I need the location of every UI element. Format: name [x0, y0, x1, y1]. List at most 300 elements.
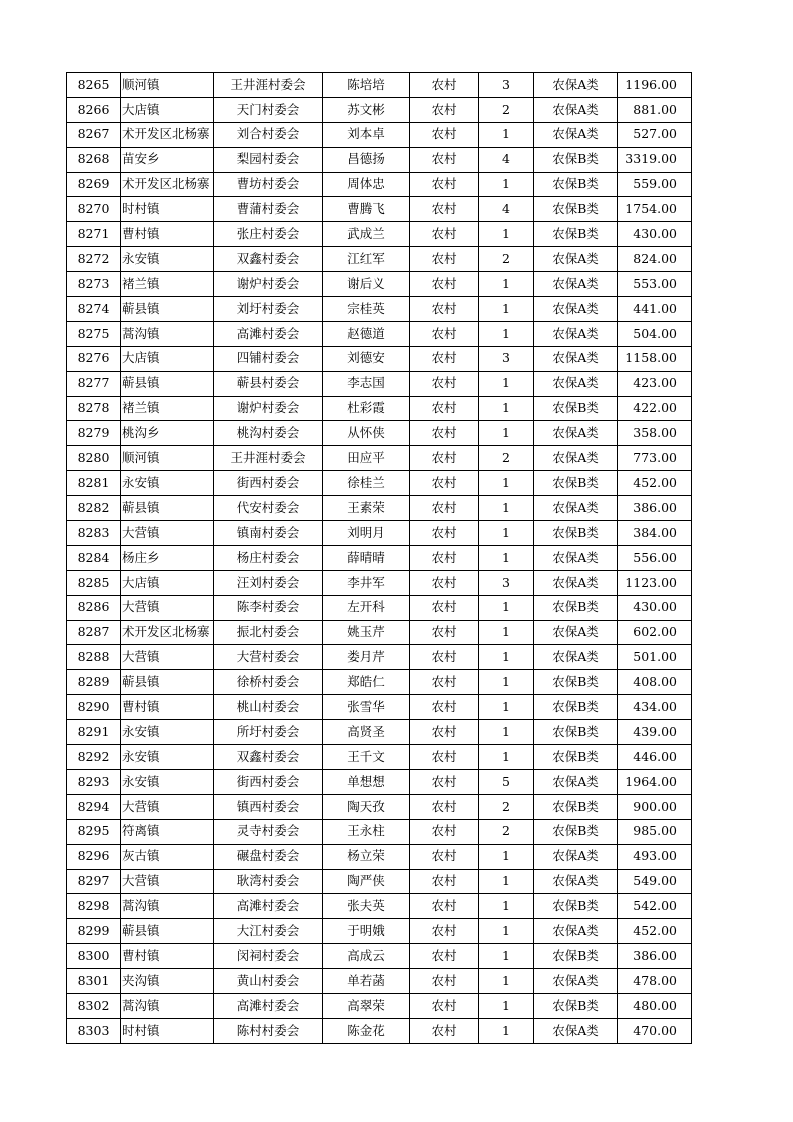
table-row	[67, 844, 692, 869]
household-count-cell: 1	[479, 496, 534, 521]
record-number-cell: 8278	[67, 396, 121, 421]
area-type-cell: 农村	[410, 321, 479, 346]
area-type-cell: 农村	[410, 371, 479, 396]
person-name-cell: 昌德扬	[323, 147, 410, 172]
person-name-cell: 左开科	[323, 595, 410, 620]
area-type-cell: 农村	[410, 297, 479, 322]
village-committee-cell: 梨园村委会	[214, 147, 323, 172]
person-name-cell: 姚玉芹	[323, 620, 410, 645]
person-name-cell: 武成兰	[323, 222, 410, 247]
record-number-cell: 8293	[67, 769, 121, 794]
person-name-cell: 于明娥	[323, 919, 410, 944]
insurance-category-cell: 农保A类	[534, 122, 618, 147]
table-row	[67, 545, 692, 570]
household-count-cell: 1	[479, 720, 534, 745]
insurance-category-cell: 农保A类	[534, 645, 618, 670]
amount-cell: 1123.00	[618, 570, 692, 595]
record-number-cell: 8269	[67, 172, 121, 197]
person-name-cell: 刘本卓	[323, 122, 410, 147]
person-name-cell: 周体忠	[323, 172, 410, 197]
insurance-category-cell: 农保A类	[534, 321, 618, 346]
table-row	[67, 421, 692, 446]
area-type-cell: 农村	[410, 794, 479, 819]
village-committee-cell: 刘合村委会	[214, 122, 323, 147]
village-committee-cell: 王井涯村委会	[214, 73, 323, 98]
area-type-cell: 农村	[410, 745, 479, 770]
record-number-cell: 8265	[67, 73, 121, 98]
amount-cell: 386.00	[618, 944, 692, 969]
record-number-cell: 8273	[67, 272, 121, 297]
township-cell: 大营镇	[121, 869, 214, 894]
household-count-cell: 3	[479, 346, 534, 371]
amount-cell: 559.00	[618, 172, 692, 197]
amount-cell: 422.00	[618, 396, 692, 421]
table-row	[67, 122, 692, 147]
township-cell: 夹沟镇	[121, 969, 214, 994]
township-cell: 蕲县镇	[121, 496, 214, 521]
record-number-cell: 8283	[67, 521, 121, 546]
table-row	[67, 247, 692, 272]
village-committee-cell: 汪刘村委会	[214, 570, 323, 595]
household-count-cell: 1	[479, 371, 534, 396]
insurance-category-cell: 农保A类	[534, 545, 618, 570]
township-cell: 术开发区北杨寨	[121, 620, 214, 645]
amount-cell: 446.00	[618, 745, 692, 770]
township-cell: 曹村镇	[121, 695, 214, 720]
township-cell: 大营镇	[121, 595, 214, 620]
township-cell: 蕲县镇	[121, 371, 214, 396]
township-cell: 蒿沟镇	[121, 894, 214, 919]
area-type-cell: 农村	[410, 769, 479, 794]
township-cell: 永安镇	[121, 247, 214, 272]
township-cell: 符离镇	[121, 819, 214, 844]
insurance-category-cell: 农保B类	[534, 894, 618, 919]
area-type-cell: 农村	[410, 272, 479, 297]
table-row	[67, 769, 692, 794]
record-number-cell: 8301	[67, 969, 121, 994]
area-type-cell: 农村	[410, 844, 479, 869]
household-count-cell: 1	[479, 471, 534, 496]
area-type-cell: 农村	[410, 545, 479, 570]
insurance-category-cell: 农保B类	[534, 197, 618, 222]
insurance-category-cell: 农保A类	[534, 969, 618, 994]
amount-cell: 1158.00	[618, 346, 692, 371]
area-type-cell: 农村	[410, 670, 479, 695]
village-committee-cell: 大江村委会	[214, 919, 323, 944]
amount-cell: 3319.00	[618, 147, 692, 172]
insurance-category-cell: 农保A类	[534, 1018, 618, 1043]
area-type-cell: 农村	[410, 197, 479, 222]
village-committee-cell: 双鑫村委会	[214, 745, 323, 770]
insurance-category-cell: 农保B类	[534, 595, 618, 620]
amount-cell: 824.00	[618, 247, 692, 272]
household-count-cell: 1	[479, 944, 534, 969]
table-row	[67, 620, 692, 645]
household-count-cell: 1	[479, 645, 534, 670]
township-cell: 时村镇	[121, 1018, 214, 1043]
amount-cell: 773.00	[618, 446, 692, 471]
table-row	[67, 496, 692, 521]
record-number-cell: 8267	[67, 122, 121, 147]
village-committee-cell: 徐桥村委会	[214, 670, 323, 695]
household-count-cell: 2	[479, 97, 534, 122]
area-type-cell: 农村	[410, 73, 479, 98]
person-name-cell: 高翠荣	[323, 993, 410, 1018]
household-count-cell: 1	[479, 222, 534, 247]
record-number-cell: 8271	[67, 222, 121, 247]
township-cell: 时村镇	[121, 197, 214, 222]
household-count-cell: 1	[479, 969, 534, 994]
person-name-cell: 郑皓仁	[323, 670, 410, 695]
records-table-body	[67, 73, 692, 1044]
amount-cell: 542.00	[618, 894, 692, 919]
household-count-cell: 1	[479, 745, 534, 770]
person-name-cell: 赵德道	[323, 321, 410, 346]
insurance-category-cell: 农保B类	[534, 794, 618, 819]
amount-cell: 1196.00	[618, 73, 692, 98]
person-name-cell: 曹腾飞	[323, 197, 410, 222]
household-count-cell: 1	[479, 396, 534, 421]
table-row	[67, 645, 692, 670]
township-cell: 术开发区北杨寨	[121, 122, 214, 147]
record-number-cell: 8296	[67, 844, 121, 869]
insurance-category-cell: 农保A类	[534, 869, 618, 894]
township-cell: 褚兰镇	[121, 272, 214, 297]
record-number-cell: 8272	[67, 247, 121, 272]
village-committee-cell: 张庄村委会	[214, 222, 323, 247]
person-name-cell: 单想想	[323, 769, 410, 794]
village-committee-cell: 桃山村委会	[214, 695, 323, 720]
household-count-cell: 1	[479, 695, 534, 720]
area-type-cell: 农村	[410, 993, 479, 1018]
table-row	[67, 919, 692, 944]
village-committee-cell: 镇西村委会	[214, 794, 323, 819]
household-count-cell: 1	[479, 894, 534, 919]
household-count-cell: 1	[479, 122, 534, 147]
record-number-cell: 8290	[67, 695, 121, 720]
village-committee-cell: 王井涯村委会	[214, 446, 323, 471]
person-name-cell: 陈培培	[323, 73, 410, 98]
household-count-cell: 4	[479, 147, 534, 172]
village-committee-cell: 闵祠村委会	[214, 944, 323, 969]
table-row	[67, 894, 692, 919]
township-cell: 苗安乡	[121, 147, 214, 172]
record-number-cell: 8280	[67, 446, 121, 471]
insurance-category-cell: 农保A类	[534, 844, 618, 869]
amount-cell: 602.00	[618, 620, 692, 645]
amount-cell: 358.00	[618, 421, 692, 446]
area-type-cell: 农村	[410, 720, 479, 745]
table-row	[67, 197, 692, 222]
person-name-cell: 杨立荣	[323, 844, 410, 869]
township-cell: 顺河镇	[121, 446, 214, 471]
township-cell: 蒿沟镇	[121, 321, 214, 346]
area-type-cell: 农村	[410, 894, 479, 919]
table-row	[67, 371, 692, 396]
insurance-category-cell: 农保B类	[534, 147, 618, 172]
table-row	[67, 222, 692, 247]
insurance-category-cell: 农保A类	[534, 919, 618, 944]
record-number-cell: 8297	[67, 869, 121, 894]
insurance-category-cell: 农保B类	[534, 819, 618, 844]
township-cell: 顺河镇	[121, 73, 214, 98]
village-committee-cell: 刘圩村委会	[214, 297, 323, 322]
area-type-cell: 农村	[410, 122, 479, 147]
record-number-cell: 8286	[67, 595, 121, 620]
area-type-cell: 农村	[410, 819, 479, 844]
household-count-cell: 1	[479, 321, 534, 346]
record-number-cell: 8289	[67, 670, 121, 695]
area-type-cell: 农村	[410, 471, 479, 496]
person-name-cell: 杜彩霞	[323, 396, 410, 421]
table-row	[67, 396, 692, 421]
household-count-cell: 2	[479, 794, 534, 819]
table-row	[67, 521, 692, 546]
household-count-cell: 1	[479, 844, 534, 869]
record-number-cell: 8274	[67, 297, 121, 322]
record-number-cell: 8281	[67, 471, 121, 496]
record-number-cell: 8276	[67, 346, 121, 371]
township-cell: 大营镇	[121, 645, 214, 670]
table-row	[67, 695, 692, 720]
person-name-cell: 陈金花	[323, 1018, 410, 1043]
table-row	[67, 147, 692, 172]
village-committee-cell: 镇南村委会	[214, 521, 323, 546]
village-committee-cell: 振北村委会	[214, 620, 323, 645]
insurance-category-cell: 农保B类	[534, 222, 618, 247]
insurance-category-cell: 农保A类	[534, 297, 618, 322]
amount-cell: 480.00	[618, 993, 692, 1018]
insurance-category-cell: 农保A类	[534, 496, 618, 521]
amount-cell: 478.00	[618, 969, 692, 994]
insurance-category-cell: 农保A类	[534, 620, 618, 645]
area-type-cell: 农村	[410, 421, 479, 446]
record-number-cell: 8277	[67, 371, 121, 396]
area-type-cell: 农村	[410, 222, 479, 247]
person-name-cell: 谢后义	[323, 272, 410, 297]
household-count-cell: 1	[479, 421, 534, 446]
area-type-cell: 农村	[410, 446, 479, 471]
household-count-cell: 1	[479, 521, 534, 546]
insurance-category-cell: 农保A类	[534, 570, 618, 595]
area-type-cell: 农村	[410, 869, 479, 894]
person-name-cell: 宗桂英	[323, 297, 410, 322]
insurance-category-cell: 农保A类	[534, 97, 618, 122]
amount-cell: 423.00	[618, 371, 692, 396]
record-number-cell: 8291	[67, 720, 121, 745]
table-row	[67, 73, 692, 98]
person-name-cell: 江红军	[323, 247, 410, 272]
township-cell: 永安镇	[121, 769, 214, 794]
table-row	[67, 272, 692, 297]
record-number-cell: 8299	[67, 919, 121, 944]
amount-cell: 439.00	[618, 720, 692, 745]
township-cell: 蕲县镇	[121, 670, 214, 695]
record-number-cell: 8270	[67, 197, 121, 222]
record-number-cell: 8285	[67, 570, 121, 595]
township-cell: 大店镇	[121, 570, 214, 595]
household-count-cell: 1	[479, 919, 534, 944]
household-count-cell: 1	[479, 993, 534, 1018]
table-row	[67, 172, 692, 197]
person-name-cell: 高成云	[323, 944, 410, 969]
table-row	[67, 321, 692, 346]
person-name-cell: 王千文	[323, 745, 410, 770]
insurance-category-cell: 农保B类	[534, 172, 618, 197]
record-number-cell: 8287	[67, 620, 121, 645]
table-row	[67, 993, 692, 1018]
area-type-cell: 农村	[410, 346, 479, 371]
village-committee-cell: 曹坊村委会	[214, 172, 323, 197]
record-number-cell: 8298	[67, 894, 121, 919]
amount-cell: 452.00	[618, 919, 692, 944]
township-cell: 桃沟乡	[121, 421, 214, 446]
table-row	[67, 595, 692, 620]
amount-cell: 556.00	[618, 545, 692, 570]
insurance-category-cell: 农保B类	[534, 396, 618, 421]
table-row	[67, 944, 692, 969]
amount-cell: 430.00	[618, 595, 692, 620]
insurance-category-cell: 农保B类	[534, 695, 618, 720]
area-type-cell: 农村	[410, 570, 479, 595]
household-count-cell: 1	[479, 869, 534, 894]
record-number-cell: 8288	[67, 645, 121, 670]
area-type-cell: 农村	[410, 496, 479, 521]
household-count-cell: 1	[479, 172, 534, 197]
township-cell: 灰古镇	[121, 844, 214, 869]
records-table	[66, 72, 692, 1044]
township-cell: 大营镇	[121, 521, 214, 546]
village-committee-cell: 高滩村委会	[214, 321, 323, 346]
table-row	[67, 346, 692, 371]
person-name-cell: 高贤圣	[323, 720, 410, 745]
table-row	[67, 446, 692, 471]
village-committee-cell: 碾盘村委会	[214, 844, 323, 869]
township-cell: 大店镇	[121, 346, 214, 371]
record-number-cell: 8295	[67, 819, 121, 844]
village-committee-cell: 高滩村委会	[214, 993, 323, 1018]
amount-cell: 900.00	[618, 794, 692, 819]
amount-cell: 527.00	[618, 122, 692, 147]
village-committee-cell: 灵寺村委会	[214, 819, 323, 844]
amount-cell: 1754.00	[618, 197, 692, 222]
township-cell: 杨庄乡	[121, 545, 214, 570]
insurance-category-cell: 农保A类	[534, 73, 618, 98]
amount-cell: 1964.00	[618, 769, 692, 794]
insurance-category-cell: 农保B类	[534, 471, 618, 496]
amount-cell: 452.00	[618, 471, 692, 496]
amount-cell: 470.00	[618, 1018, 692, 1043]
person-name-cell: 田应平	[323, 446, 410, 471]
amount-cell: 985.00	[618, 819, 692, 844]
household-count-cell: 2	[479, 247, 534, 272]
insurance-category-cell: 农保A类	[534, 272, 618, 297]
record-number-cell: 8292	[67, 745, 121, 770]
village-committee-cell: 谢炉村委会	[214, 272, 323, 297]
table-row	[67, 471, 692, 496]
household-count-cell: 1	[479, 595, 534, 620]
township-cell: 永安镇	[121, 745, 214, 770]
amount-cell: 553.00	[618, 272, 692, 297]
insurance-category-cell: 农保B类	[534, 670, 618, 695]
table-row	[67, 297, 692, 322]
person-name-cell: 陶严侠	[323, 869, 410, 894]
amount-cell: 386.00	[618, 496, 692, 521]
record-number-cell: 8300	[67, 944, 121, 969]
township-cell: 曹村镇	[121, 222, 214, 247]
person-name-cell: 李井军	[323, 570, 410, 595]
person-name-cell: 刘明月	[323, 521, 410, 546]
household-count-cell: 2	[479, 446, 534, 471]
person-name-cell: 张雪华	[323, 695, 410, 720]
table-row	[67, 1018, 692, 1043]
area-type-cell: 农村	[410, 620, 479, 645]
person-name-cell: 李志国	[323, 371, 410, 396]
township-cell: 曹村镇	[121, 944, 214, 969]
township-cell: 蕲县镇	[121, 919, 214, 944]
village-committee-cell: 代安村委会	[214, 496, 323, 521]
household-count-cell: 1	[479, 620, 534, 645]
insurance-category-cell: 农保A类	[534, 346, 618, 371]
township-cell: 永安镇	[121, 471, 214, 496]
person-name-cell: 徐桂兰	[323, 471, 410, 496]
village-committee-cell: 耿湾村委会	[214, 869, 323, 894]
township-cell: 大店镇	[121, 97, 214, 122]
village-committee-cell: 双鑫村委会	[214, 247, 323, 272]
household-count-cell: 3	[479, 570, 534, 595]
insurance-category-cell: 农保A类	[534, 247, 618, 272]
household-count-cell: 1	[479, 297, 534, 322]
person-name-cell: 王素荣	[323, 496, 410, 521]
area-type-cell: 农村	[410, 396, 479, 421]
amount-cell: 434.00	[618, 695, 692, 720]
table-row	[67, 97, 692, 122]
amount-cell: 408.00	[618, 670, 692, 695]
area-type-cell: 农村	[410, 919, 479, 944]
village-committee-cell: 桃沟村委会	[214, 421, 323, 446]
village-committee-cell: 曹蒲村委会	[214, 197, 323, 222]
table-row	[67, 819, 692, 844]
area-type-cell: 农村	[410, 147, 479, 172]
record-number-cell: 8268	[67, 147, 121, 172]
record-number-cell: 8294	[67, 794, 121, 819]
amount-cell: 504.00	[618, 321, 692, 346]
household-count-cell: 1	[479, 1018, 534, 1043]
insurance-category-cell: 农保B类	[534, 993, 618, 1018]
village-committee-cell: 天门村委会	[214, 97, 323, 122]
person-name-cell: 刘德安	[323, 346, 410, 371]
village-committee-cell: 大营村委会	[214, 645, 323, 670]
area-type-cell: 农村	[410, 247, 479, 272]
household-count-cell: 4	[479, 197, 534, 222]
insurance-category-cell: 农保B类	[534, 745, 618, 770]
table-row	[67, 670, 692, 695]
area-type-cell: 农村	[410, 695, 479, 720]
amount-cell: 501.00	[618, 645, 692, 670]
village-committee-cell: 街西村委会	[214, 471, 323, 496]
insurance-category-cell: 农保B类	[534, 521, 618, 546]
person-name-cell: 陶天孜	[323, 794, 410, 819]
amount-cell: 493.00	[618, 844, 692, 869]
village-committee-cell: 陈村村委会	[214, 1018, 323, 1043]
amount-cell: 441.00	[618, 297, 692, 322]
amount-cell: 549.00	[618, 869, 692, 894]
household-count-cell: 5	[479, 769, 534, 794]
area-type-cell: 农村	[410, 595, 479, 620]
area-type-cell: 农村	[410, 969, 479, 994]
record-number-cell: 8279	[67, 421, 121, 446]
township-cell: 褚兰镇	[121, 396, 214, 421]
